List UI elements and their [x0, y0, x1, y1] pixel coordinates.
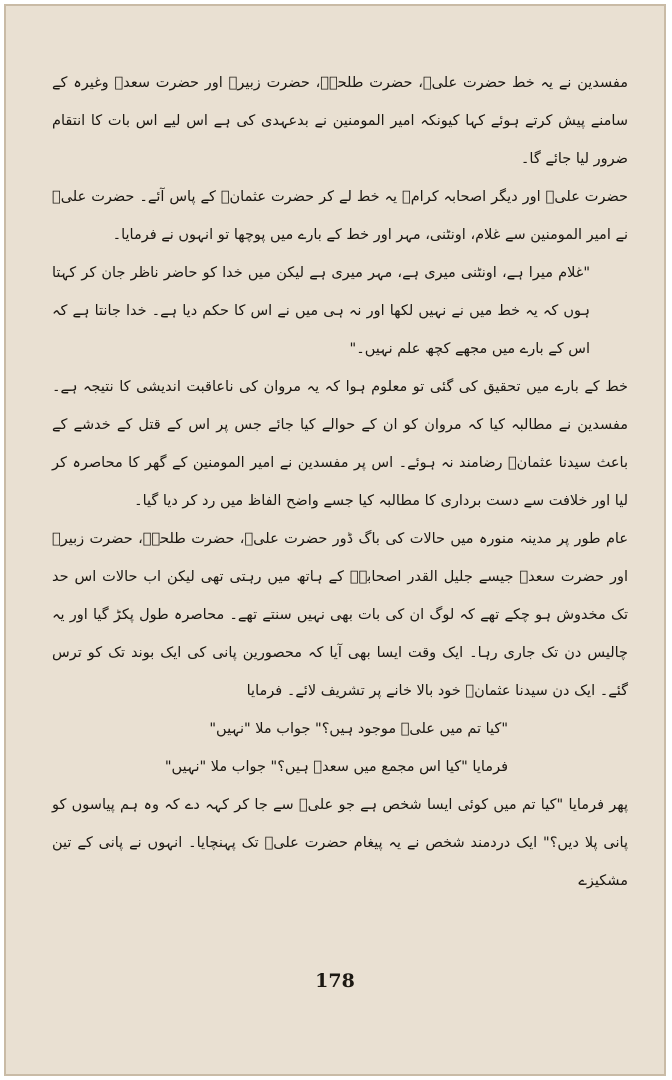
dialogue-line-1: "کیا تم میں علیؓ موجود ہیں؟" جواب ملا "نہیں" [209, 721, 508, 737]
paragraph-5: پھر فرمایا "کیا تم میں کوئی ایسا شخص ہے جو علیؓ سے جا کر کہہ دے کہ وہ ہم پیاسوں کو پانی پلا دیں؟" ایک دردمند شخص نے یہ پیغام حضرت علیؓ تک پہنچایا۔ انہوں نے پانی کے تین مشکیزے [52, 797, 628, 889]
page-number: 178 [315, 970, 355, 992]
page-body-text [52, 64, 628, 900]
paragraph-1: مفسدین نے یہ خط حضرت علیؓ، حضرت طلحہؓ، حضرت زبیرؓ اور حضرت سعدؓ وغیرہ کے سامنے پیش کرتے ہوئے کہا کیونکہ امیر المومنین نے بدعہدی کی ہے اس لیے اس بات کا انتقام ضرور لیا جائے گا۔ [52, 75, 628, 167]
quote-block: "غلام میرا ہے، اونٹنی میری ہے، مہر میری ہے لیکن میں خدا کو حاضر ناظر جان کر کہتا ہوں کہ یہ خط میں نے نہیں لکھا اور نہ ہی میں نے اس کا حکم دیا ہے۔ خدا جانتا ہے کہ اس کے بارے میں مجھے کچھ علم نہیں۔" [52, 265, 590, 357]
scanned-page [4, 4, 666, 1076]
dialogue-line-2: فرمایا "کیا اس مجمع میں سعدؓ ہیں؟" جواب ملا "نہیں" [164, 759, 508, 775]
paragraph-4: عام طور پر مدینہ منورہ میں حالات کی باگ ڈور حضرت علیؓ، حضرت طلحہؓ، حضرت زبیرؓ اور حضرت سعدؓ جیسے جلیل القدر اصحابہؓ کے ہاتھ میں رہتی تھی لیکن اب حالات اس حد تک مخدوش ہو چکے تھے کہ لوگ ان کی بات بھی نہیں سنتے تھے۔ محاصرہ طول پکڑ گیا اور یہ چالیس دن تک جاری رہا۔ ایک وقت ایسا بھی آیا کہ محصورین پانی کی ایک بوند تک کو ترس گئے۔ ایک دن سیدنا عثمانؓ خود بالا خانے پر تشریف لائے۔ فرمایا [52, 531, 628, 699]
paragraph-2: حضرت علیؓ اور دیگر اصحابہ کرامؓ یہ خط لے کر حضرت عثمانؓ کے پاس آئے۔ حضرت علیؓ نے امیر المومنین سے غلام، اونٹنی، مہر اور خط کے بارے میں پوچھا تو انہوں نے فرمایا۔ [52, 189, 628, 243]
paragraph-3: خط کے بارے میں تحقیق کی گئی تو معلوم ہوا کہ یہ مروان کی ناعاقبت اندیشی کا نتیجہ ہے۔ مفسدین نے مطالبہ کیا کہ مروان کو ان کے حوالے کیا جائے جس پر اس کے قتل کے خدشے کے باعث سیدنا عثمانؓ رضامند نہ ہوئے۔ اس پر مفسدین نے امیر المومنین کے گھر کا محاصرہ کر لیا اور خلافت سے دست برداری کا مطالبہ کیا جسے واضح الفاظ میں رد کر دیا گیا۔ [52, 379, 628, 509]
